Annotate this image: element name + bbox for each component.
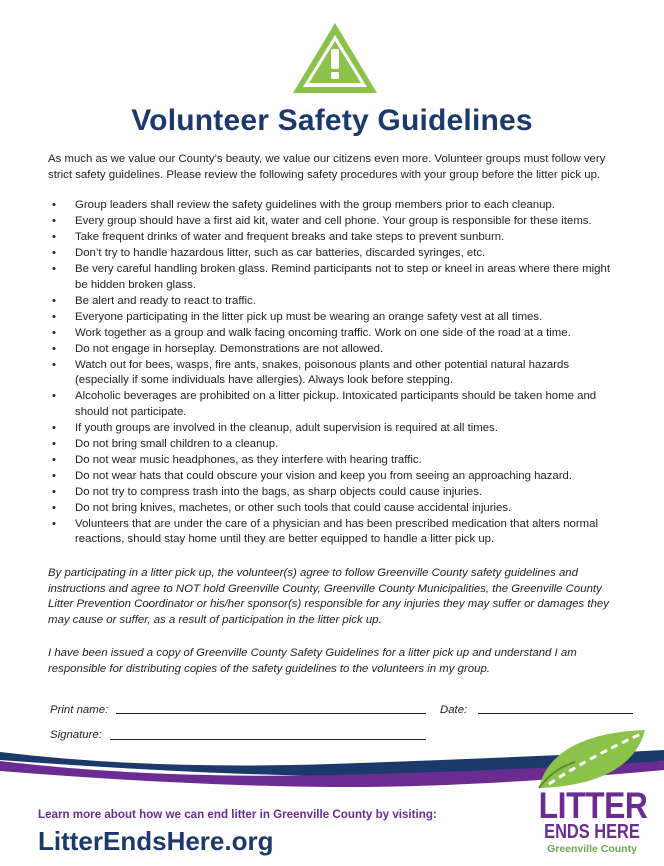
print-name-label: Print name: [50, 704, 109, 716]
list-item: • Do not bring small children to a cleanup. [48, 437, 618, 453]
date-field[interactable] [478, 713, 633, 714]
date-label: Date: [440, 704, 468, 716]
website-link[interactable]: LitterEndsHere.org [38, 826, 274, 856]
acknowledgement-statement: I have been issued a copy of Greenville County Safety Guidelines for a litter pick up and understand I am responsible for distributing copies of the safety guidelines to the volunteers in my group. [48, 647, 577, 675]
list-item: • Be alert and ready to react to traffic. [48, 294, 618, 310]
list-item: • Alcoholic beverages are prohibited on a litter pickup. Intoxicated participants should be taken home and should not participate. [48, 389, 618, 420]
list-item: • Do not engage in horseplay. Demonstrations are not allowed. [48, 342, 618, 358]
liability-agreement: By participating in a litter pick up, the volunteer(s) agree to follow Greenville County safety guidelines and instructions and agree to NOT hold Greenville County, Greenville County Municipalities, the Greenville County Litter Prevention Coordinator or his/her sponsor(s) responsible for any injuries they may suffer or damages they may cause or suffer, as a result of participation in the litter pick up. [48, 567, 609, 626]
list-item: • Every group should have a first aid kit, water and cell phone. Your group is responsible for these items. [48, 214, 618, 230]
logo-litter-text: LITTER [538, 785, 648, 826]
list-item: • Everyone participating in the litter pick up must be wearing an orange safety vest at all times. [48, 310, 618, 326]
list-item: • Don’t try to handle hazardous litter, such as car batteries, discarded syringes, etc. [48, 246, 618, 262]
list-item: • Watch out for bees, wasps, fire ants, snakes, poisonous plants and other potential natural hazards (especially if some individuals have allergies). Always look before stepping. [48, 358, 618, 389]
page-title: Volunteer Safety Guidelines [131, 104, 533, 137]
logo-ends-here-text: ENDS HERE [544, 821, 640, 843]
leaf-road-icon [533, 728, 651, 792]
list-item: • Do not try to compress trash into the bags, as sharp objects could cause injuries. [48, 485, 618, 501]
guidelines-list [48, 198, 618, 548]
list-item: • Do not wear music headphones, as they interfere with hearing traffic. [48, 453, 618, 469]
print-name-field[interactable] [116, 713, 426, 714]
intro-paragraph: As much as we value our County’s beauty, we value our citizens even more. Volunteer groups must follow very strict safety guidelines. Please review the following safety procedures with your group before the litter pick up. [48, 153, 606, 181]
list-item: • Take frequent drinks of water and frequent breaks and take steps to prevent sunburn. [48, 230, 618, 246]
warning-triangle-icon [290, 20, 380, 96]
list-item: • Do not wear hats that could obscure your vision and keep you from seeing an approaching hazard. [48, 469, 618, 485]
list-item: • Volunteers that are under the care of a physician and has been prescribed medication that alters normal reactions, should stay home until they are better equipped to handle a litter pick up. [48, 517, 618, 548]
list-item: • If youth groups are involved in the cleanup, adult supervision is required at all times. [48, 421, 618, 437]
list-item: • Group leaders shall review the safety guidelines with the group members prior to each cleanup. [48, 198, 618, 214]
logo-county-text: Greenville County [547, 843, 637, 855]
list-item: • Do not bring knives, machetes, or other such tools that could cause accidental injuries. [48, 501, 618, 517]
signature-label: Signature: [50, 729, 102, 741]
list-item: • Be very careful handling broken glass. Remind participants not to step or kneel in areas where there might be hidden broken glass. [48, 262, 618, 293]
list-item: • Work together as a group and walk facing oncoming traffic. Work on one side of the road at a time. [48, 326, 618, 342]
learn-more-text: Learn more about how we can end litter in Greenville County by visiting: [38, 808, 437, 821]
